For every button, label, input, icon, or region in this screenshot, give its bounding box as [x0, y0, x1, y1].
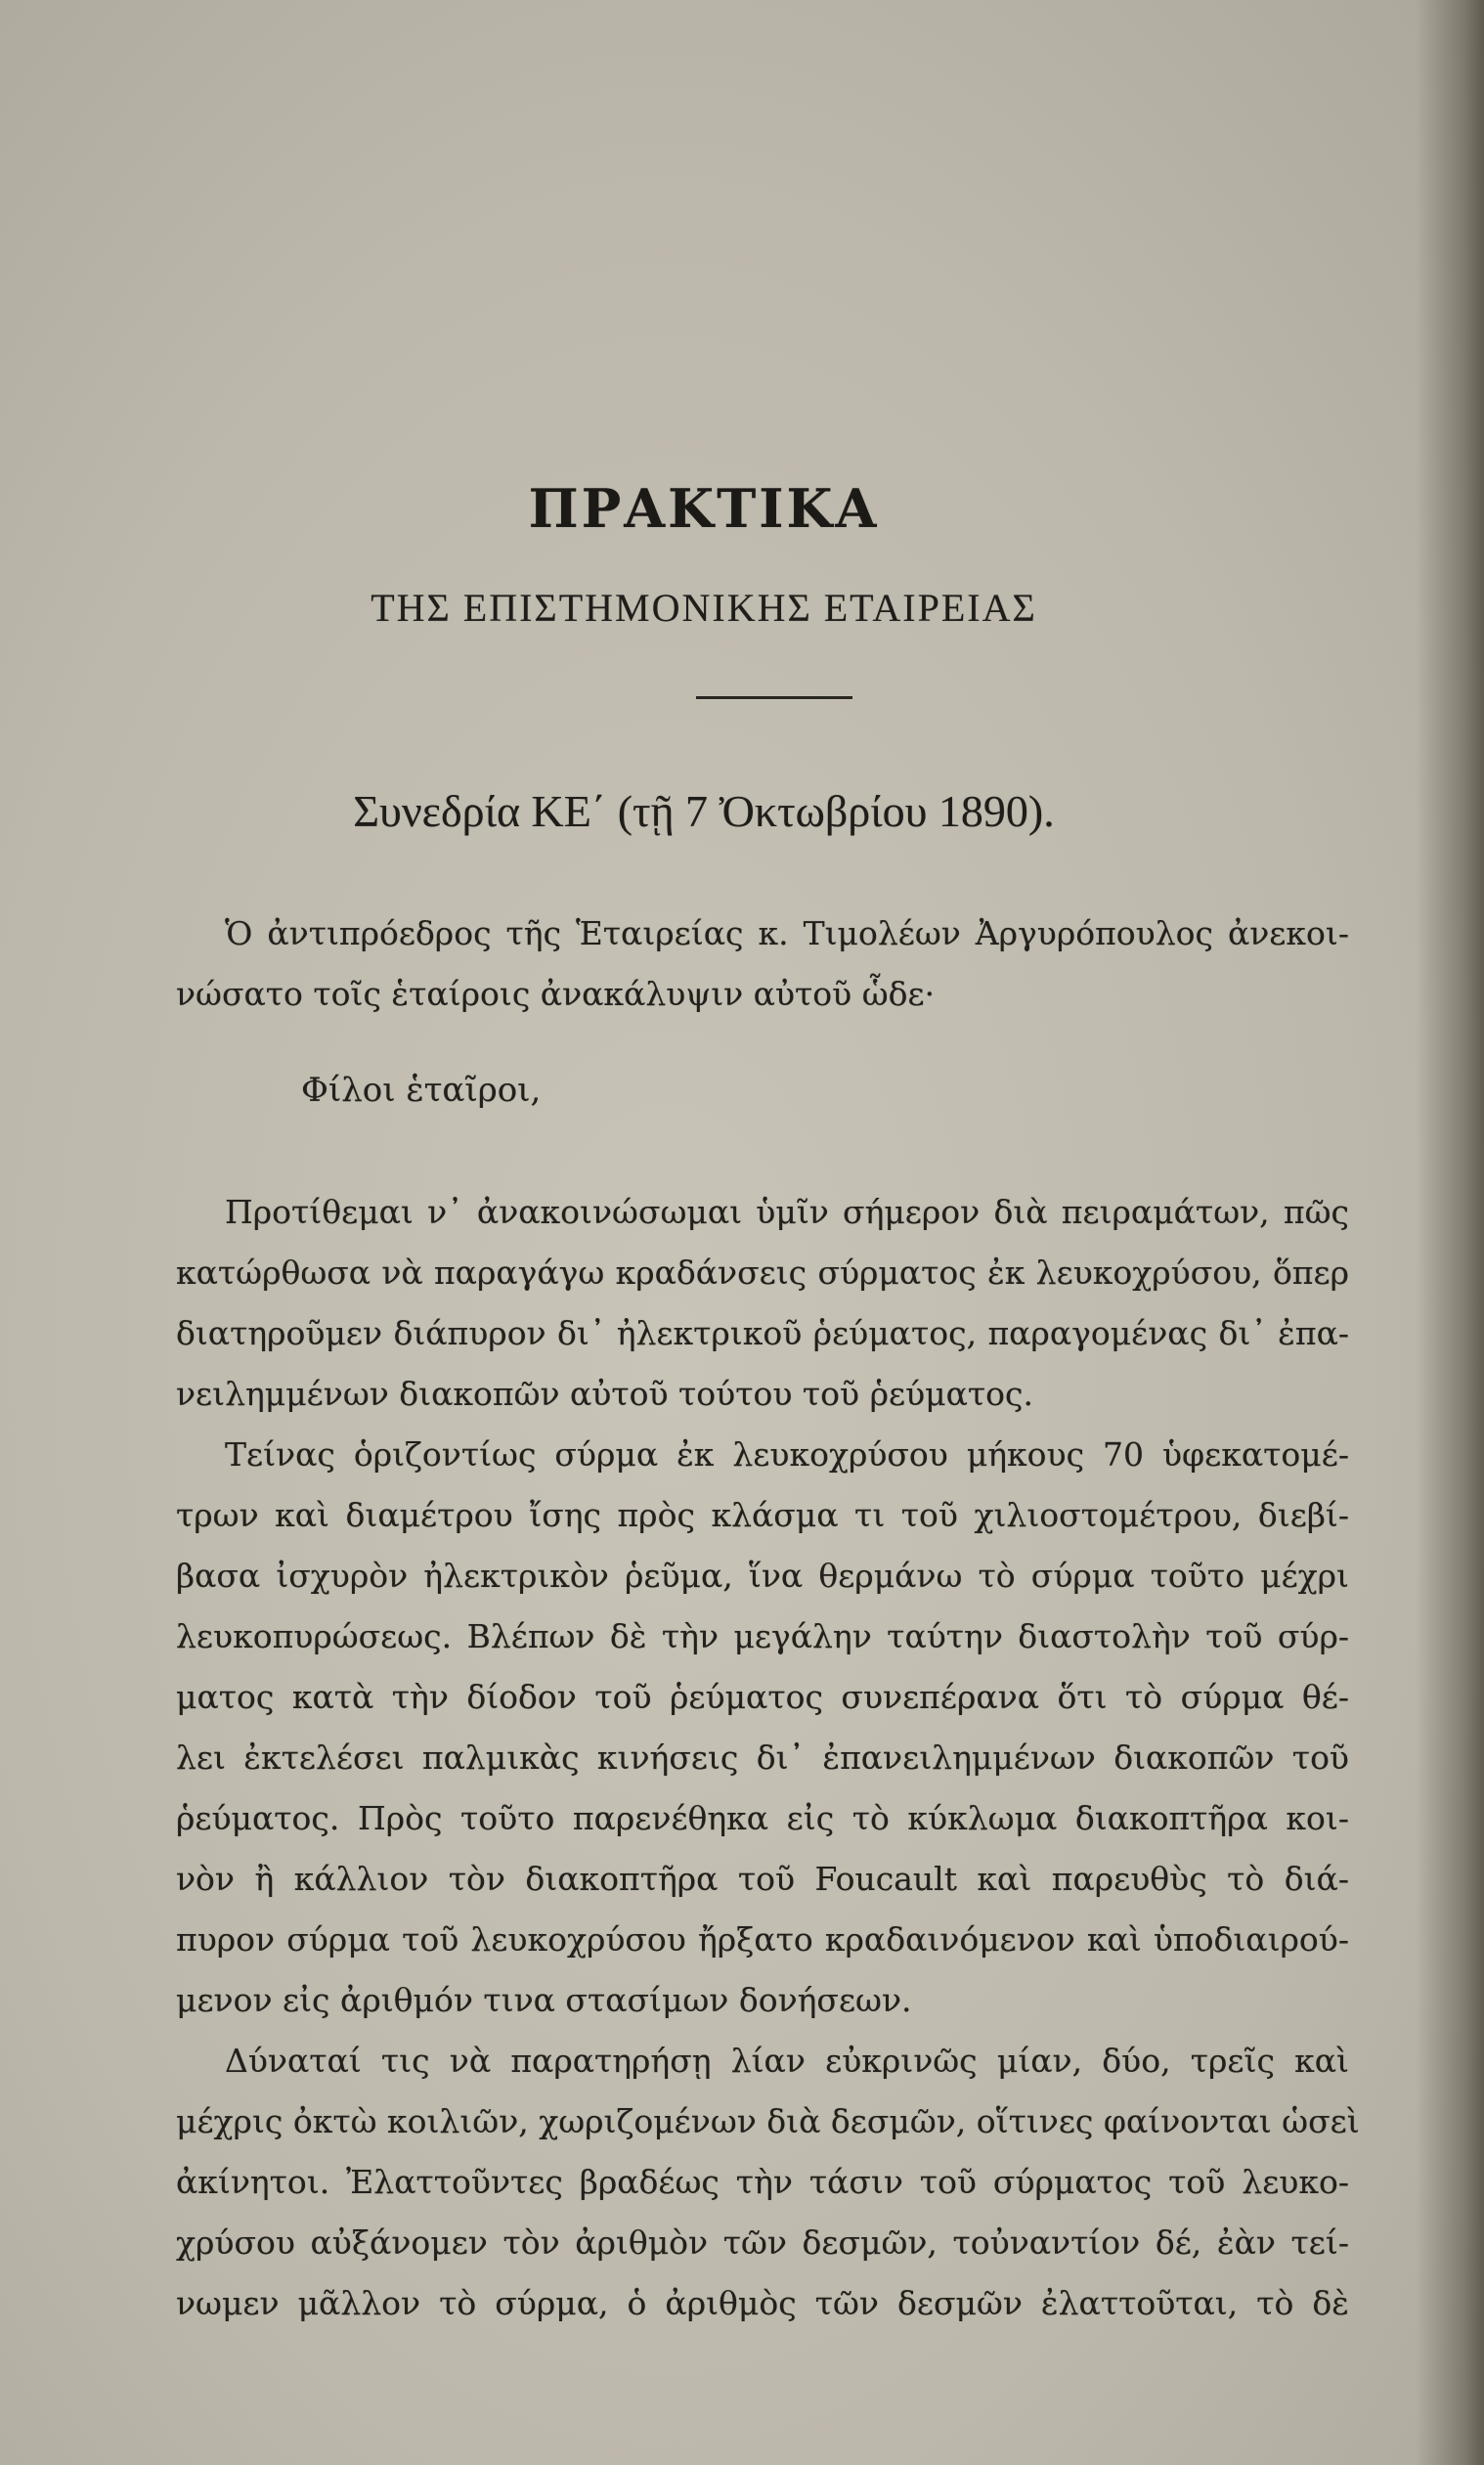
- text-line: Τείνας ὁριζοντίως σύρμα ἐκ λευκοχρύσου μήκους 70 ὑφεκατομέ-: [225, 1435, 1349, 1474]
- text-line: βασα ἰσχυρὸν ἠλεκτρικὸν ῥεῦμα, ἵνα θερμάνω τὸ σύρμα τοῦτο μέχρι: [176, 1557, 1349, 1595]
- page-gutter-shadow: [1416, 0, 1484, 2465]
- text-line: λευκοπυρώσεως. Βλέπων δὲ τὴν μεγάλην ταύτην διαστολὴν τοῦ σύρ-: [176, 1617, 1349, 1655]
- page-title: ΠΡΑΚΤΙΚΑ: [528, 477, 880, 540]
- text-line: διατηροῦμεν διάπυρον δι᾽ ἠλεκτρικοῦ ῥεύματος, παραγομένας δι᾽ ἐπα-: [176, 1314, 1349, 1352]
- text-line: λει ἐκτελέσει παλμικὰς κινήσεις δι᾽ ἐπανειλημμένων διακοπῶν τοῦ: [176, 1739, 1349, 1777]
- session-heading: Συνεδρία ΚΕ΄ (τῇ 7 Ὀκτωβρίου 1890).: [353, 786, 1055, 836]
- text-line: τρων καὶ διαμέτρου ἴσης πρὸς κλάσμα τι τοῦ χιλιοστομέτρου, διεβί-: [176, 1496, 1349, 1534]
- text-line: νὸν ἢ κάλλιον τὸν διακοπτῆρα τοῦ Foucault καὶ παρευθὺς τὸ διά-: [176, 1860, 1349, 1898]
- text-line: Δύναταί τις νὰ παρατηρήσῃ λίαν εὐκρινῶς μίαν, δύο, τρεῖς καὶ: [225, 2042, 1349, 2080]
- paragraph-1: [176, 1182, 1349, 1425]
- text-line: ἀκίνητοι. Ἐλαττοῦντες βραδέως τὴν τάσιν τοῦ σύρματος τοῦ λευκο-: [176, 2163, 1349, 2201]
- salutation: Φίλοι ἑταῖροι,: [301, 1071, 542, 1110]
- text-line: μενον εἰς ἀριθμόν τινα στασίμων δονήσεων.: [176, 1981, 912, 2019]
- intro-paragraph: [176, 903, 1349, 1025]
- text-line: ματος κατὰ τὴν δίοδον τοῦ ῥεύματος συνεπέρανα ὅτι τὸ σύρμα θέ-: [176, 1678, 1349, 1716]
- text-line: Ὁ ἀντιπρόεδρος τῆς Ἑταιρείας κ. Τιμολέων Ἀργυρόπουλος ἀνεκοι-: [225, 914, 1349, 952]
- title-divider: [696, 696, 852, 699]
- text-line: νειλημμένων διακοπῶν αὐτοῦ τούτου τοῦ ῥεύματος.: [176, 1375, 1033, 1413]
- page-subtitle: ΤΗΣ ΕΠΙΣΤΗΜΟΝΙΚΗΣ ΕΤΑΙΡΕΙΑΣ: [371, 586, 1037, 630]
- text-line: πυρον σύρμα τοῦ λευκοχρύσου ἤρξατο κραδαινόμενον καὶ ὑποδιαιρού-: [176, 1920, 1349, 1959]
- paragraph-2: [176, 1425, 1349, 2031]
- text-line: νωμεν μᾶλλον τὸ σύρμα, ὁ ἀριθμὸς τῶν δεσμῶν ἐλαττοῦται, τὸ δὲ: [176, 2284, 1349, 2322]
- text-line: ῥεύματος. Πρὸς τοῦτο παρενέθηκα εἰς τὸ κύκλωμα διακοπτῆρα κοι-: [176, 1799, 1349, 1837]
- text-line: κατώρθωσα νὰ παραγάγω κραδάνσεις σύρματος ἐκ λευκοχρύσου, ὅπερ: [176, 1254, 1349, 1292]
- text-line: νώσατο τοῖς ἑταίροις ἀνακάλυψιν αὐτοῦ ὧδε·: [176, 975, 936, 1013]
- text-line: χρύσου αὐξάνομεν τὸν ἀριθμὸν τῶν δεσμῶν, τοὐναντίον δέ, ἐὰν τεί-: [176, 2223, 1349, 2262]
- text-line: μέχρις ὀκτὼ κοιλιῶν, χωριζομένων διὰ δεσμῶν, οἵτινες φαίνονται ὡσεὶ: [176, 2102, 1360, 2140]
- text-line: Προτίθεμαι ν᾽ ἀνακοινώσωμαι ὑμῖν σήμερον διὰ πειραμάτων, πῶς: [225, 1193, 1349, 1231]
- paragraph-3: [176, 2031, 1360, 2334]
